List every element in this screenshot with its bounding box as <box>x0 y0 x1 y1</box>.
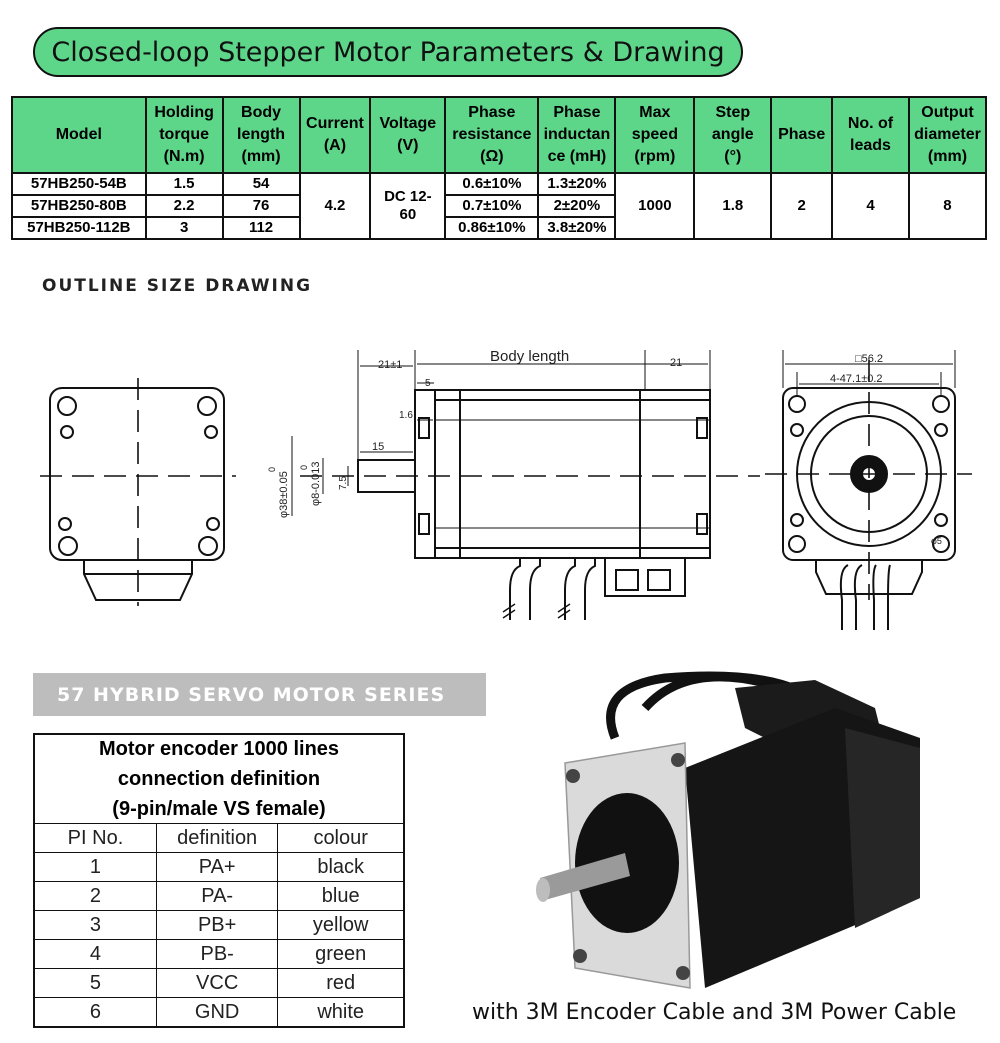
motor-photo <box>535 668 935 998</box>
cell-resistance: 0.6±10% <box>445 173 538 195</box>
cell-speed: 1000 <box>615 173 694 239</box>
cell-model: 57HB250-54B <box>12 173 146 195</box>
label-hole-diameter: φ5 <box>931 536 942 546</box>
pin-colour: yellow <box>278 911 403 940</box>
label-dim-21-tolerance: 21±1 <box>378 359 403 371</box>
cell-output-diameter: 8 <box>909 173 986 239</box>
header-leads: No. of leads <box>832 97 909 173</box>
pin-table <box>35 823 403 1026</box>
header-resistance: Phase resistance (Ω) <box>445 97 538 173</box>
pin-number: 3 <box>35 911 156 940</box>
header-colour: colour <box>278 824 403 853</box>
mount-hole <box>671 753 685 767</box>
table-row <box>12 173 986 195</box>
pin-row <box>35 882 403 911</box>
label-mounting-holes: 4-47.1±0.2 <box>830 373 883 385</box>
pin-number: 5 <box>35 969 156 998</box>
label-dia-8-upper: 0 <box>299 464 309 470</box>
side-view <box>292 350 760 620</box>
pin-definition: GND <box>156 998 277 1027</box>
header-output-diameter: Output diameter (mm) <box>909 97 986 173</box>
mount-hole <box>566 769 580 783</box>
header-speed: Max speed (rpm) <box>615 97 694 173</box>
pin-colour: red <box>278 969 403 998</box>
outline-drawing <box>0 300 1000 640</box>
pin-row <box>35 969 403 998</box>
cell-resistance: 0.86±10% <box>445 217 538 239</box>
pin-row <box>35 998 403 1027</box>
encoder-title-line: Motor encoder 1000 lines <box>98 738 340 760</box>
pin-definition: PA- <box>156 882 277 911</box>
header-length: Body length (mm) <box>223 97 300 173</box>
label-dia-8: φ8-0.013 <box>310 461 322 506</box>
cell-step-angle: 1.8 <box>694 173 771 239</box>
label-dim-5: 5 <box>425 378 431 389</box>
pin-row <box>35 940 403 969</box>
page-title: Closed-loop Stepper Motor Parameters & Drawing <box>33 27 743 77</box>
header-inductance: Phase inductan ce (mH) <box>538 97 615 173</box>
label-dim-15: 15 <box>372 441 385 453</box>
parameters-table <box>11 96 987 240</box>
label-body-length: Body length <box>490 348 570 365</box>
label-square-56: □56.2 <box>855 353 884 365</box>
cell-current: 4.2 <box>300 173 371 239</box>
table-header-row <box>12 97 986 173</box>
pin-definition: PA+ <box>156 853 277 882</box>
pin-colour: black <box>278 853 403 882</box>
label-dim-7-5: 7.5 <box>338 476 349 490</box>
encoder-title-line: (9-pin/male VS female) <box>112 798 326 820</box>
encoder-title-line: connection definition <box>117 768 321 790</box>
pin-row <box>35 853 403 882</box>
mount-hole <box>573 949 587 963</box>
header-voltage: Voltage (V) <box>370 97 445 173</box>
pin-number: 1 <box>35 853 156 882</box>
header-phase: Phase <box>771 97 832 173</box>
header-step-angle: Step angle (°) <box>694 97 771 173</box>
cell-model: 57HB250-112B <box>12 217 146 239</box>
label-dia-38: φ38±0.05 <box>278 471 290 518</box>
header-definition: definition <box>156 824 277 853</box>
label-dim-21: 21 <box>670 357 683 369</box>
pin-table-header <box>35 824 403 853</box>
photo-caption: with 3M Encoder Cable and 3M Power Cable <box>472 1000 957 1025</box>
pin-number: 2 <box>35 882 156 911</box>
cell-voltage: DC 12- 60 <box>370 173 445 239</box>
shaft-end <box>536 878 550 902</box>
header-torque: Holding torque (N.m) <box>146 97 223 173</box>
rear-view <box>40 378 236 606</box>
cell-inductance: 3.8±20% <box>538 217 615 239</box>
cell-torque: 3 <box>146 217 223 239</box>
label-dia-38-upper: 0 <box>267 466 277 472</box>
cell-torque: 2.2 <box>146 195 223 217</box>
cell-inductance: 1.3±20% <box>538 173 615 195</box>
pin-colour: blue <box>278 882 403 911</box>
mount-hole <box>676 966 690 980</box>
cell-inductance: 2±20% <box>538 195 615 217</box>
header-current: Current (A) <box>300 97 371 173</box>
series-banner: 57 HYBRID SERVO MOTOR SERIES <box>33 673 486 716</box>
pin-colour: white <box>278 998 403 1027</box>
pin-colour: green <box>278 940 403 969</box>
cell-resistance: 0.7±10% <box>445 195 538 217</box>
front-view <box>765 350 972 630</box>
cell-leads: 4 <box>832 173 909 239</box>
label-dim-1-6: 1.6 <box>399 410 413 421</box>
pin-number: 4 <box>35 940 156 969</box>
pin-row <box>35 911 403 940</box>
encoder-table-title <box>35 735 403 823</box>
cell-phase: 2 <box>771 173 832 239</box>
cell-length: 54 <box>223 173 300 195</box>
encoder-definition-table <box>33 733 405 1028</box>
cell-torque: 1.5 <box>146 173 223 195</box>
motor-rear <box>845 728 920 928</box>
pin-definition: PB- <box>156 940 277 969</box>
cell-length: 76 <box>223 195 300 217</box>
pin-number: 6 <box>35 998 156 1027</box>
header-pin-number: PI No. <box>35 824 156 853</box>
pin-definition: PB+ <box>156 911 277 940</box>
outline-size-drawing-heading: OUTLINE SIZE DRAWING <box>42 276 313 296</box>
cell-length: 112 <box>223 217 300 239</box>
pin-definition: VCC <box>156 969 277 998</box>
cell-model: 57HB250-80B <box>12 195 146 217</box>
header-model: Model <box>12 97 146 173</box>
